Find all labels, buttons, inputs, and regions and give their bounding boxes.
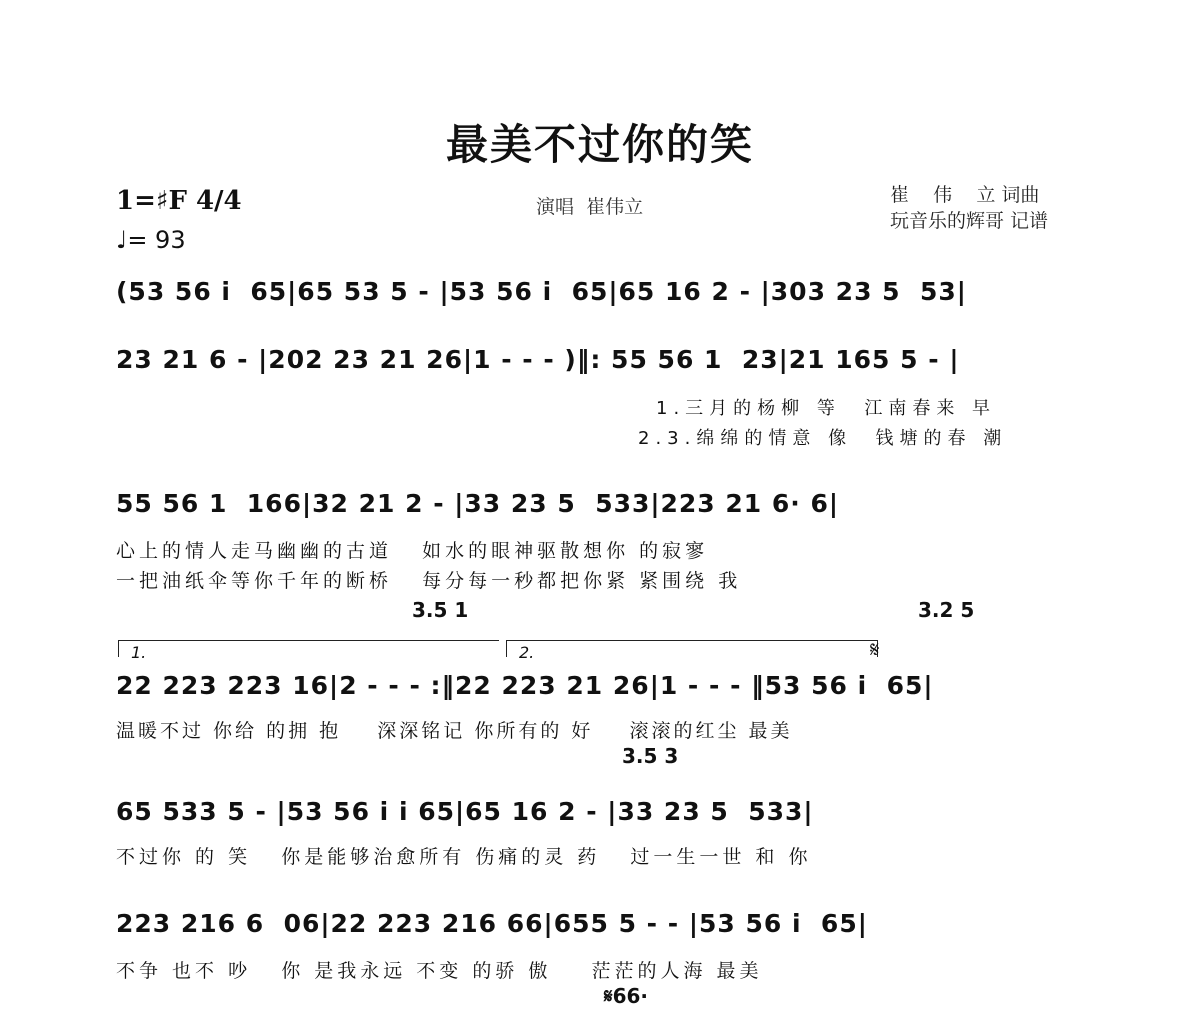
song-title: 最美不过你的笑 [445, 120, 754, 169]
tempo-marking: ♩= 93 [116, 226, 186, 254]
lyric-line-3b: 一把油纸伞等你千年的断桥 每分每一秒都把你紧 紧围绕 我 [116, 570, 742, 592]
notation-row-5: 65 533 5 - |53 56 i i 65|65 16 2 - |33 23 5 533| [116, 797, 814, 826]
lyric-verse-1: 1.三月的杨柳 等 江南春来 早 [656, 398, 997, 419]
lyric-line-5: 不过你 的 笑 你是能够治愈所有 伤痛的灵 药 过一生一世 和 你 [116, 846, 812, 868]
segno-icon: 𝄋 [870, 638, 880, 663]
lyric-line-4: 温暖不过 你给 的拥 抱 深深铭记 你所有的 好 滚滚的红尘 最美 [116, 720, 793, 742]
transcriber-credit: 玩音乐的辉哥 记谱 [890, 210, 1049, 232]
volta-label-1: 1. [131, 643, 147, 662]
composer-credit: 崔 伟 立 词曲 [890, 184, 1040, 206]
volta-label-2: 2. [519, 643, 535, 662]
variant-notes-4: 3.5 3 [622, 744, 679, 768]
lyric-line-3a: 心上的情人走马幽幽的古道 如水的眼神驱散想你 的寂寥 [116, 540, 709, 562]
volta-bracket-2 [506, 640, 878, 662]
notation-row-6: 223 216 6 06|22 223 216 66|655 5 - - |53 56 i 65| [116, 909, 868, 938]
key-signature: 1=♯F 4/4 [116, 186, 242, 216]
notation-row-3: 55 56 1 166|32 21 2 - |33 23 5 533|223 21 6· 6| [116, 489, 840, 518]
lyric-line-6: 不争 也不 吵 你 是我永远 不变 的骄 傲 茫茫的人海 最美 [116, 960, 763, 982]
notation-row-1: (53 56 i 65|65 53 5 - |53 56 i 65|65 16 2 - |303 23 5 53| [116, 277, 967, 306]
notation-row-4: 22 223 223 16|2 - - - :‖22 223 21 26|1 - - - ‖53 56 i 65| [116, 671, 934, 700]
variant-notes-3b: 3.2 5 [918, 598, 975, 622]
variant-notes-6: 𝄋66· [604, 984, 649, 1008]
notation-row-2: 23 21 6 - |202 23 21 26|1 - - - )‖: 55 56 1 23|21 165 5 - | [116, 345, 960, 374]
volta-bracket-1 [118, 640, 499, 662]
singer-credit: 演唱 崔伟立 [536, 196, 644, 218]
lyric-verse-2: 2.3.绵绵的情意 像 钱塘的春 潮 [638, 428, 1008, 449]
variant-notes-3a: 3.5 1 [412, 598, 469, 622]
